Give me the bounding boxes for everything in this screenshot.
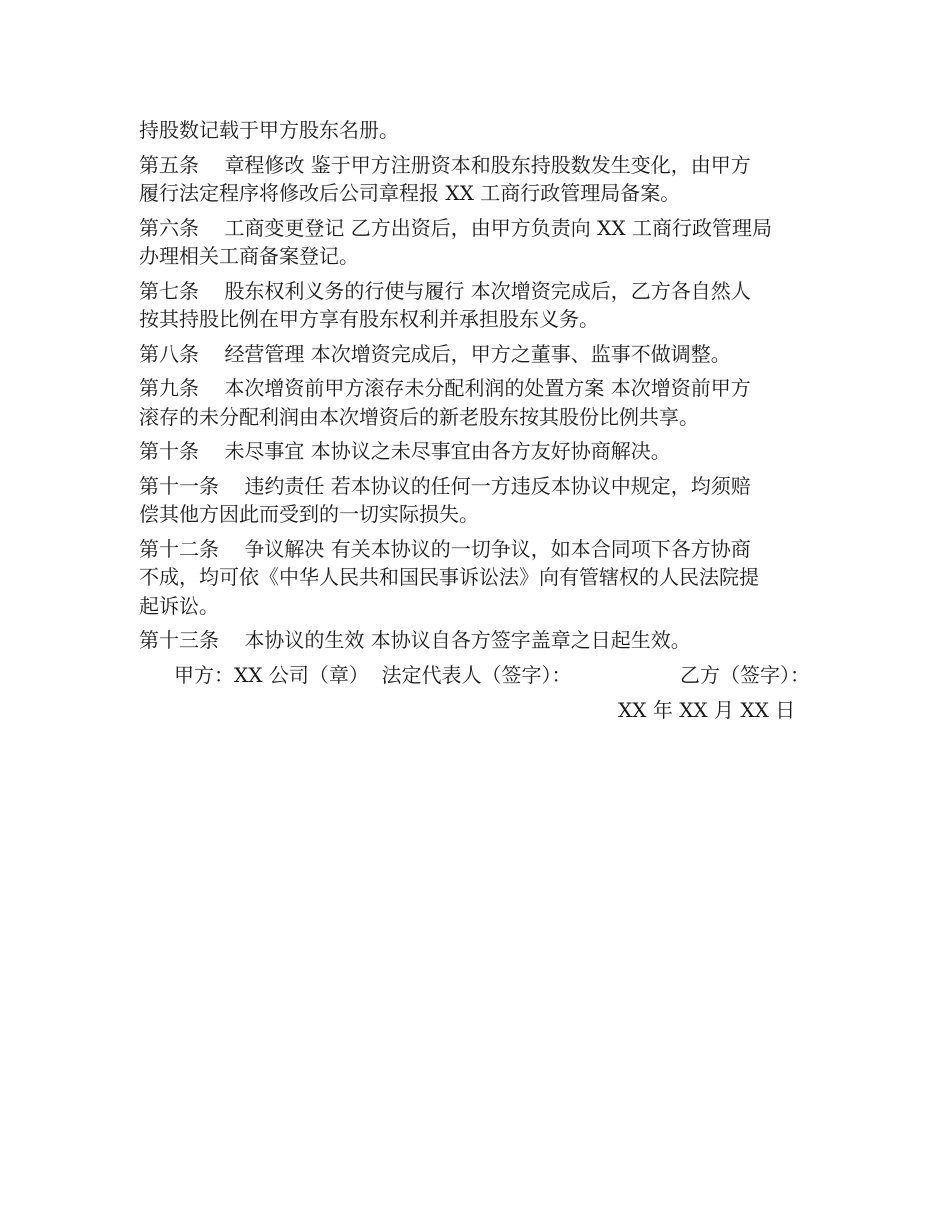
clause-number: 第九条 [139,376,199,401]
clause-title: 未尽事宜 [224,439,305,464]
clause-number: 第七条 [139,278,199,303]
clause-text: 按其持股比例在甲方享有股东权利并承担股东义务。 [139,306,599,331]
clause-text: 不成，均可依《中华人民共和国民事诉讼法》向有管辖权的人民法院提 [139,565,759,590]
clause-10 [139,437,839,465]
clause-13 [139,626,839,654]
clause-text: 本协议之未尽事宜由各方友好协商解决。 [310,439,671,464]
signing-date: XX 年 XX 月 XX 日 [618,697,796,722]
clause-7 [139,277,839,333]
clause-title: 违约责任 [244,474,325,499]
clause-line [139,340,839,368]
clause-text: 乙方出资后，由甲方负责向 XX 工商行政管理局 [350,215,772,240]
clause-number: 第六条 [139,215,199,240]
agreement-body [139,116,839,724]
clause-text: 偿其他方因此而受到的一切实际损失。 [139,502,479,527]
clause-line [139,472,839,500]
clause-text: 本次增资前甲方 [610,376,751,401]
clause-6 [139,214,839,270]
clause-9 [139,374,839,430]
clause-text: 起诉讼。 [139,593,219,618]
clause-text: 有关本协议的一切争议，如本合同项下各方协商 [330,537,751,562]
clause-text: 鉴于甲方注册资本和股东持股数发生变化，由甲方 [310,152,751,177]
clause-line [139,437,839,465]
signature-row [139,661,839,689]
clause-text: 本次增资完成后，甲方之董事、监事不做调整。 [310,341,731,366]
clause-title: 股东权利义务的行使与履行 [224,278,465,303]
clause-number: 第五条 [139,152,199,177]
clause-text: 若本协议的任何一方违反本协议中规定，均须赔 [330,474,751,499]
clause-8 [139,340,839,368]
clause-line [139,151,839,179]
clause-line [139,626,839,654]
clause-text: 履行法定程序将修改后公司章程报 XX 工商行政管理局备案。 [139,180,681,205]
clause-line [139,535,839,563]
date-row [139,696,839,724]
clause-text: 滚存的未分配利润由本次增资后的新老股东按其股份比例共享。 [139,404,699,429]
clause-text: 本协议自各方签字盖章之日起生效。 [370,628,691,653]
clause-number: 第八条 [139,341,199,366]
clause-11 [139,472,839,528]
clause-number: 第十一条 [139,474,219,499]
clause-12 [139,535,839,620]
clause-title: 争议解决 [244,537,325,562]
clause-line [139,374,839,402]
party-a-signature: 甲方：XX 公司（章） 法定代表人（签字）： [174,663,572,688]
clause-5 [139,151,839,207]
clause-number: 第十二条 [139,537,219,562]
clause-text: 办理相关工商备案登记。 [139,243,359,268]
continuation-line: 持股数记载于甲方股东名册。 [139,118,399,142]
clause-line [139,277,839,305]
clause-title: 经营管理 [224,341,305,366]
clause-line [139,214,839,242]
clause-title: 章程修改 [224,152,305,177]
clause-number: 第十三条 [139,628,219,653]
clause-text: 本次增资完成后，乙方各自然人 [470,278,751,303]
clause-title: 本次增资前甲方滚存未分配利润的处置方案 [224,376,605,401]
clause-number: 第十条 [139,439,199,464]
party-b-signature: 乙方（签字）： [680,663,810,688]
clause-title: 本协议的生效 [244,628,365,653]
clause-title: 工商变更登记 [224,215,345,240]
